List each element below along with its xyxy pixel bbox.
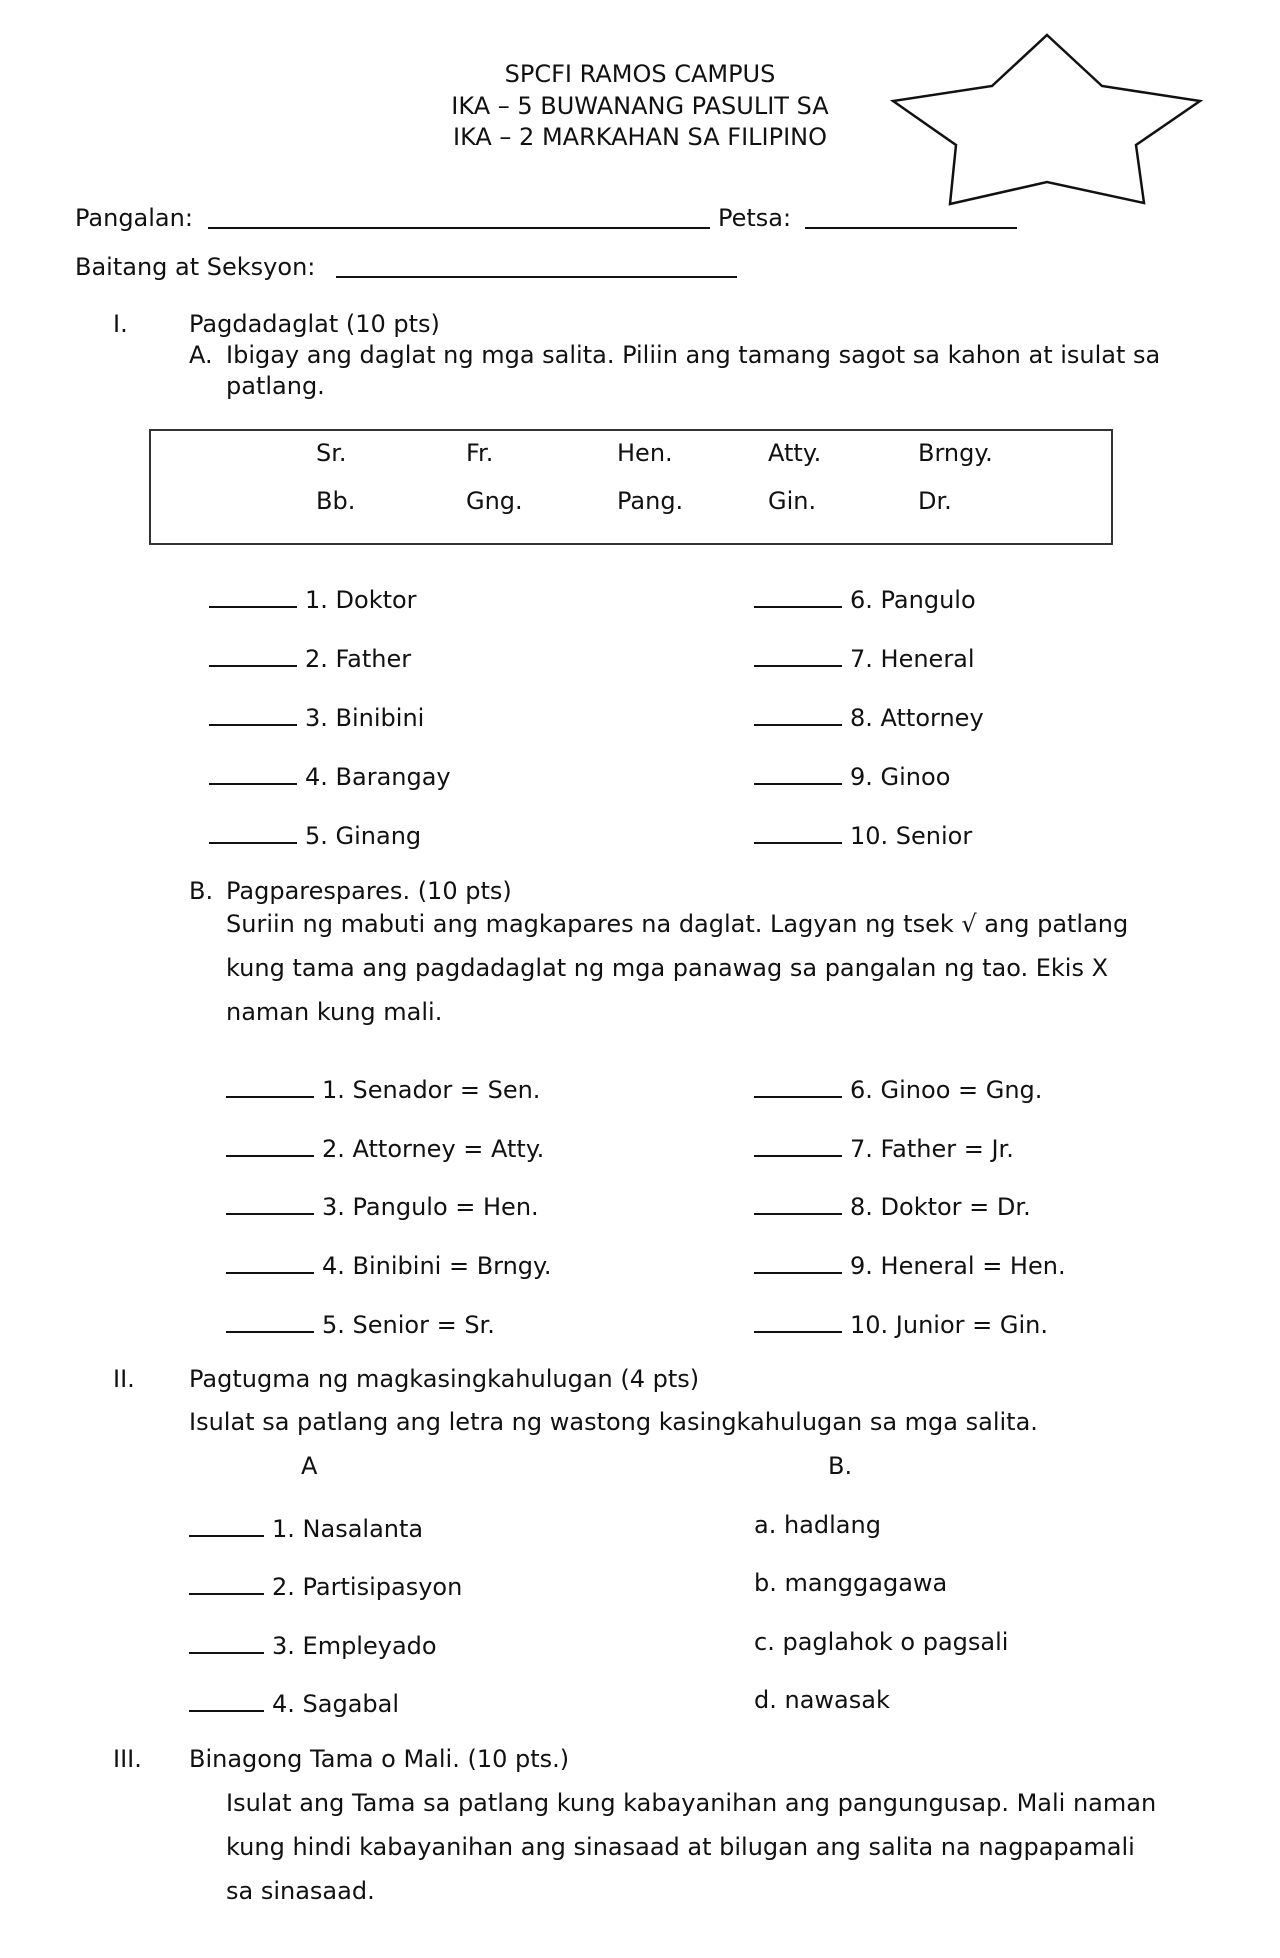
item-label: 9. Heneral = Hen. (850, 1252, 1066, 1280)
section-label: Baitang at Seksyon: (75, 253, 316, 281)
answer-blank[interactable] (754, 761, 842, 785)
list-item (226, 1133, 544, 1161)
list-item (754, 643, 975, 671)
name-field[interactable] (208, 227, 710, 229)
item-label: 2. Attorney = Atty. (322, 1135, 545, 1163)
answer-blank[interactable] (226, 1191, 314, 1215)
item-label: 10. Junior = Gin. (850, 1311, 1048, 1339)
list-item (189, 1571, 462, 1599)
section-field[interactable] (336, 276, 737, 278)
answer-blank[interactable] (189, 1571, 264, 1595)
answer-blank[interactable] (754, 643, 842, 667)
part3-instruction: Isulat ang Tama sa patlang kung kabayanihan ang pangungusap. Mali naman (226, 1789, 1157, 1817)
header-quarter: IKA – 2 MARKAHAN SA FILIPINO (452, 123, 827, 151)
column-b-header: B. (828, 1452, 853, 1480)
item-label: 6. Pangulo (850, 586, 976, 614)
answer-blank[interactable] (754, 1309, 842, 1333)
choice-item: Sr. (316, 439, 347, 467)
part3-numeral: III. (113, 1745, 142, 1773)
part2-numeral: II. (113, 1365, 135, 1393)
item-label: 3. Binibini (305, 704, 425, 732)
list-item (754, 702, 984, 730)
answer-blank[interactable] (754, 702, 842, 726)
choice-item: Hen. (617, 439, 673, 467)
list-item (189, 1513, 423, 1541)
answer-blank[interactable] (754, 820, 842, 844)
item-label: 2. Father (305, 645, 412, 673)
item-label: 5. Ginang (305, 822, 422, 850)
part1a-letter: A. (189, 341, 213, 369)
item-label: 3. Pangulo = Hen. (322, 1193, 539, 1221)
part2-title: Pagtugma ng magkasingkahulugan (4 pts) (189, 1365, 700, 1393)
list-item (226, 1191, 539, 1219)
part1b-title: Pagparespares. (10 pts) (226, 877, 512, 905)
answer-blank[interactable] (226, 1074, 314, 1098)
answer-blank[interactable] (754, 1074, 842, 1098)
item-label: 6. Ginoo = Gng. (850, 1076, 1043, 1104)
answer-blank[interactable] (226, 1133, 314, 1157)
part3-instruction-cont: kung hindi kabayanihan ang sinasaad at bilugan ang salita na nagpapamali (226, 1833, 1135, 1861)
list-item (189, 1630, 437, 1658)
list-item (226, 1309, 495, 1337)
date-label: Petsa: (718, 204, 792, 232)
item-label: 5. Senior = Sr. (322, 1311, 495, 1339)
item-label: 4. Binibini = Brngy. (322, 1252, 552, 1280)
list-item (209, 820, 421, 848)
item-label: 1. Nasalanta (272, 1515, 424, 1543)
part1b-letter: B. (189, 877, 214, 905)
choice-item: Dr. (918, 487, 952, 515)
choice-item: Brngy. (918, 439, 993, 467)
item-label: 4. Barangay (305, 763, 451, 791)
part1-numeral: I. (113, 310, 128, 338)
list-item: b. manggagawa (754, 1569, 948, 1597)
list-item: d. nawasak (754, 1686, 890, 1714)
list-item (226, 1074, 540, 1102)
item-label: 7. Father = Jr. (850, 1135, 1014, 1163)
header-school: SPCFI RAMOS CAMPUS (504, 60, 776, 88)
date-field[interactable] (805, 227, 1017, 229)
choice-item: Fr. (466, 439, 494, 467)
choice-item: Gin. (768, 487, 817, 515)
list-item (226, 1250, 551, 1278)
answer-blank[interactable] (189, 1513, 264, 1537)
list-item (209, 761, 451, 789)
list-item (189, 1688, 399, 1716)
answer-blank[interactable] (754, 1250, 842, 1274)
list-item (754, 584, 976, 612)
list-item (209, 643, 411, 671)
answer-blank[interactable] (209, 702, 297, 726)
part3-instruction-end: sa sinasaad. (226, 1877, 375, 1905)
item-label: 8. Attorney (850, 704, 984, 732)
answer-blank[interactable] (209, 584, 297, 608)
item-label: 1. Doktor (305, 586, 417, 614)
choice-item: Bb. (316, 487, 356, 515)
choice-item: Atty. (768, 439, 822, 467)
answer-blank[interactable] (209, 643, 297, 667)
part1b-instruction-end: naman kung mali. (226, 998, 443, 1026)
part2-instruction: Isulat sa patlang ang letra ng wastong kasingkahulugan sa mga salita. (189, 1408, 1038, 1436)
answer-blank[interactable] (189, 1688, 264, 1712)
item-label: 3. Empleyado (272, 1632, 437, 1660)
list-item (754, 1309, 1048, 1337)
item-label: 1. Senador = Sen. (322, 1076, 541, 1104)
answer-blank[interactable] (209, 761, 297, 785)
header-exam: IKA – 5 BUWANANG PASULIT SA (451, 92, 829, 120)
star-icon (890, 30, 1210, 210)
choice-item: Pang. (617, 487, 684, 515)
part3-title: Binagong Tama o Mali. (10 pts.) (189, 1745, 570, 1773)
list-item (754, 1133, 1014, 1161)
answer-blank[interactable] (754, 1133, 842, 1157)
choice-item: Gng. (466, 487, 523, 515)
part1b-instruction-cont: kung tama ang pagdadaglat ng mga panawag sa pangalan ng tao. Ekis X (226, 954, 1109, 982)
item-label: 4. Sagabal (272, 1690, 400, 1718)
answer-blank[interactable] (754, 1191, 842, 1215)
list-item (754, 1250, 1066, 1278)
list-item: c. paglahok o pagsali (754, 1628, 1009, 1656)
item-label: 9. Ginoo (850, 763, 951, 791)
item-label: 2. Partisipasyon (272, 1573, 463, 1601)
part1a-instruction-cont: patlang. (226, 372, 325, 400)
list-item (209, 584, 417, 612)
list-item (209, 702, 424, 730)
part1a-instruction: Ibigay ang daglat ng mga salita. Piliin ang tamang sagot sa kahon at isulat sa (226, 341, 1161, 369)
column-a-header: A (301, 1452, 318, 1480)
answer-blank[interactable] (754, 584, 842, 608)
answer-blank[interactable] (226, 1250, 314, 1274)
answer-blank[interactable] (226, 1309, 314, 1333)
part1b-instruction: Suriin ng mabuti ang magkapares na daglat. Lagyan ng tsek √ ang patlang (226, 910, 1129, 938)
item-label: 8. Doktor = Dr. (850, 1193, 1031, 1221)
list-item (754, 761, 950, 789)
part1-title: Pagdadaglat (10 pts) (189, 310, 440, 338)
list-item (754, 1074, 1042, 1102)
item-label: 7. Heneral (850, 645, 975, 673)
list-item (754, 1191, 1031, 1219)
item-label: 10. Senior (850, 822, 973, 850)
list-item (754, 820, 972, 848)
list-item: a. hadlang (754, 1511, 881, 1539)
name-label: Pangalan: (75, 204, 193, 232)
answer-blank[interactable] (209, 820, 297, 844)
answer-blank[interactable] (189, 1630, 264, 1654)
